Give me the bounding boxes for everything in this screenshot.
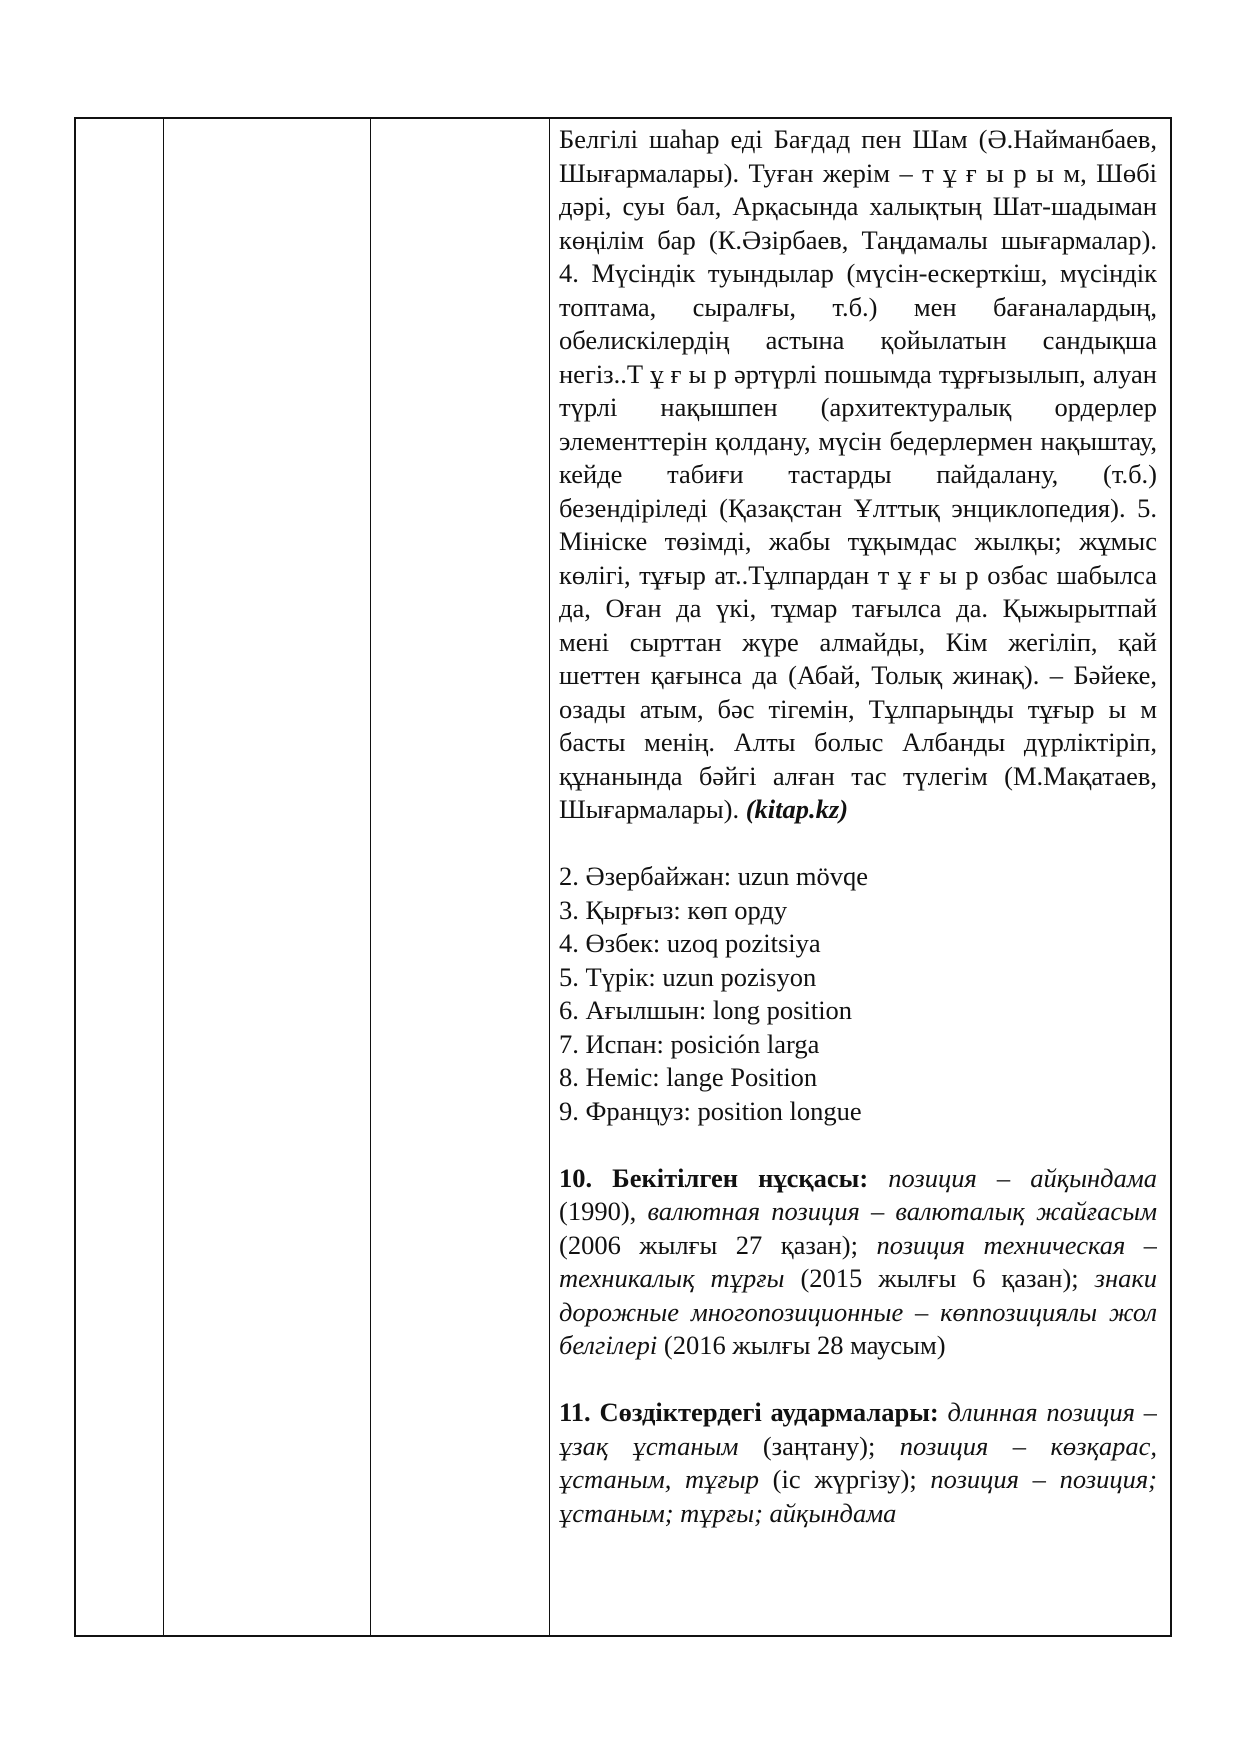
column-divider [370, 119, 371, 1635]
list-item: 2. Әзербайжан: uzun mövqe [559, 861, 869, 891]
source-reference: (kitap.kz) [745, 794, 849, 824]
list-item: 8. Неміс: lange Position [559, 1062, 818, 1092]
document-table [74, 117, 1172, 1637]
section-heading: 11. Сөздіктердегі аудармалары: [559, 1397, 939, 1427]
table-cell-content [559, 123, 1157, 1635]
list-item: 9. Француз: position longue [559, 1095, 862, 1126]
approved-version-paragraph: 10. Бекітілген нұсқасы: позиция – айқындама (1990), валютная позиция – валюталық жайғасым (2006 жылғы 27 қазан); позиция техническая – техникалық тұрғы (2015 жылғы 6 қазан); знаки дорожные многопозиционные – көппозициялы жол белгілері (2016 жылғы 28 маусым) [559, 1162, 1157, 1360]
list-item: 6. Ағылшын: long position [559, 995, 853, 1025]
dictionary-translations-paragraph: 11. Сөздіктердегі аудармалары: длинная позиция – ұзақ ұстаным (заңтану); позиция – көзқарас, ұстаным, тұғыр (іс жүргізу); позиция – позиция; ұстаным; тұрғы; айқындама [559, 1397, 1157, 1528]
list-item: 7. Испан: posición larga [559, 1028, 820, 1059]
list-item: 3. Қырғыз: көп орду [559, 894, 788, 925]
section-heading: 10. Бекітілген нұсқасы: [559, 1162, 869, 1193]
list-item: 4. Өзбек: uzoq pozitsiya [559, 928, 821, 958]
column-divider [549, 119, 550, 1635]
column-divider [163, 119, 164, 1635]
usage-examples-paragraph: Белгілі шаһар еді Бағдад пен Шам (Ә.Найманбаев, Шығармалары). Туған жерім – т ұ ғ ы р ы м, Шөбі дәрі, суы бал, Арқасында халықтың Шат-шадыман көңілім бар (К.Әзірбаев, Таңдамалы шығармалар). 4. Мүсіндік туындылар (мүсін-ескерткіш, мүсіндік топтама, сыралғы, т.б.) мен бағаналардың, обелискілердің астына қойылатын сандықша негіз..Т ұ ғ ы р әртүрлі пошымда тұрғызылып, алуан түрлі нақышпен (архитектуралық ордерлер элементтерін қолдану, мүсін бедерлермен нақыштау, кейде табиғи тастарды пайдалану, (т.б.) безендіріледі (Қазақстан Ұлттық энциклопедия). 5. Мініске төзімді, жабы тұқымдас жылқы; жұмыс көлігі, тұғыр ат..Тұлпардан т ұ ғ ы р озбас шабылса да, Оған да үкі, тұмар тағылса да. Қыжырытпай мені сырттан жүре алмайды, Кім жегіліп, қай шеттен қағынса да (Абай, Толық жинақ). – Бәйеке, озады атым, бәс тігемін, Тұлпарыңды тұғыр ы м басты менің. Алты болыс Албанды дүрліктіріп, құнанында бәйгі алған тас түлегім (М.Мақатаев, Шығармалары). (kitap.kz) [559, 124, 1157, 824]
translations-list [559, 860, 1157, 1128]
list-item: 5. Түрік: uzun pozisyon [559, 961, 817, 992]
